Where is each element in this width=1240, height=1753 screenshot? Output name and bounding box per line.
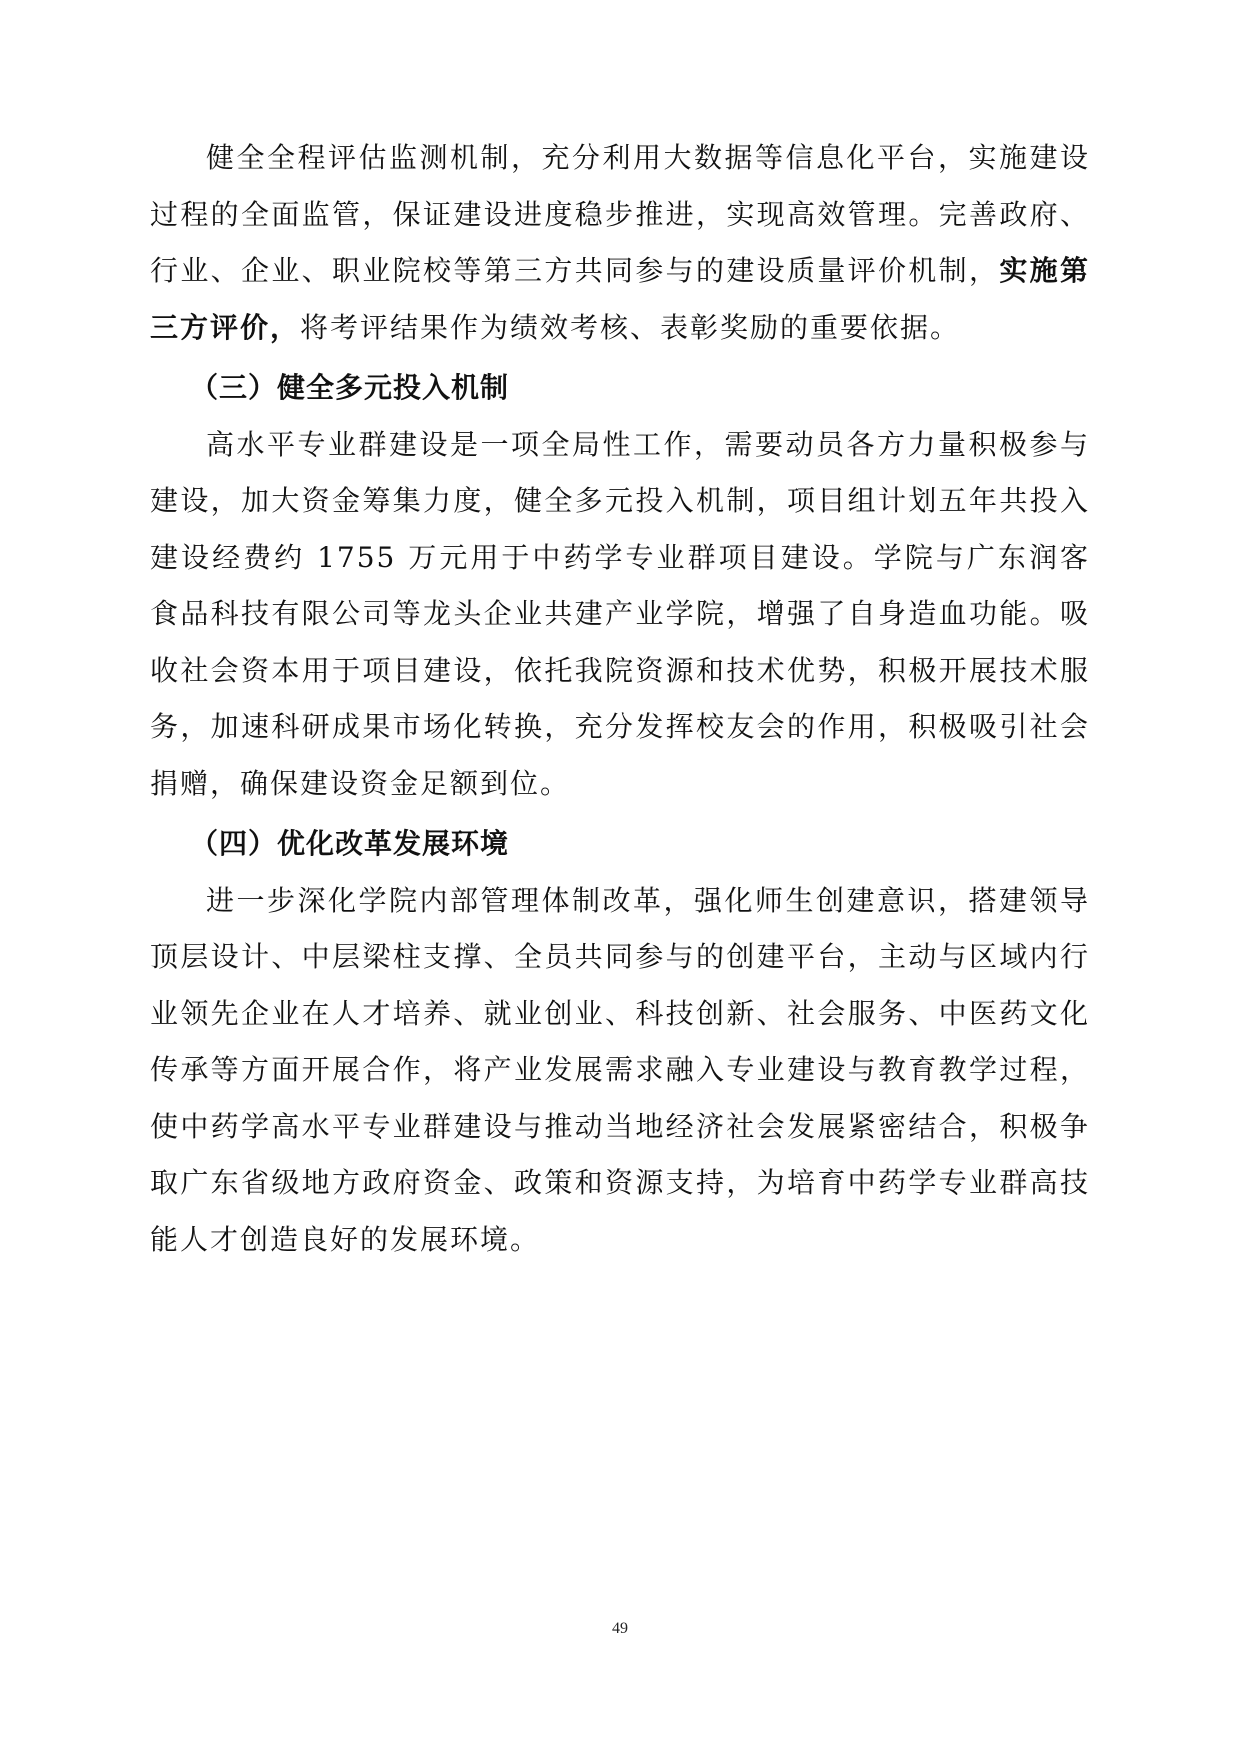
paragraph-text: 健全全程评估监测机制，充分利用大数据等信息化平台，实施建设过程的全面监管，保证建设进度稳步推进，实现高效管理。完善政府、行业、企业、职业院校等第三方共同参与的建设质量评价机制， (150, 141, 1090, 287)
paragraph-investment: 高水平专业群建设是一项全局性工作，需要动员各方力量积极参与建设，加大资金筹集力度，健全多元投入机制，项目组计划五年共投入建设经费约 1755 万元用于中药学专业群项目建设。学院与广东润客食品科技有限公司等龙头企业共建产业学院，增强了自身造血功能。吸收社会资本用于项目建设，依托我院资源和技术优势，积极开展技术服务，加速科研成果市场化转换，充分发挥校友会的作用，积极吸引社会捐赠，确保建设资金足额到位。 (150, 427, 1090, 800)
emphasis-text: 实施第三方评价， (150, 254, 1090, 344)
paragraph-evaluation-mechanism (150, 130, 1090, 356)
page-number: 49 (612, 1620, 628, 1637)
paragraph-environment: 进一步深化学院内部管理体制改革，强化师生创建意识，搭建领导顶层设计、中层梁柱支撑、全员共同参与的创建平台，主动与区域内行业领先企业在人才培养、就业创业、科技创新、社会服务、中医药文化传承等方面开展合作，将产业发展需求融入专业建设与教育教学过程，使中药学高水平专业群建设与推动当地经济社会发展紧密结合，积极争取广东省级地方政府资金、政策和资源支持，为培育中药学专业群高技能人才创造良好的发展环境。 (150, 883, 1090, 1256)
document-page (150, 130, 1090, 1268)
paragraph-text: 将考评结果作为绩效考核、表彰奖励的重要依据。 (300, 310, 961, 344)
section-heading-investment: （三）健全多元投入机制 (190, 371, 510, 404)
section-heading-environment: （四）优化改革发展环境 (190, 827, 510, 860)
